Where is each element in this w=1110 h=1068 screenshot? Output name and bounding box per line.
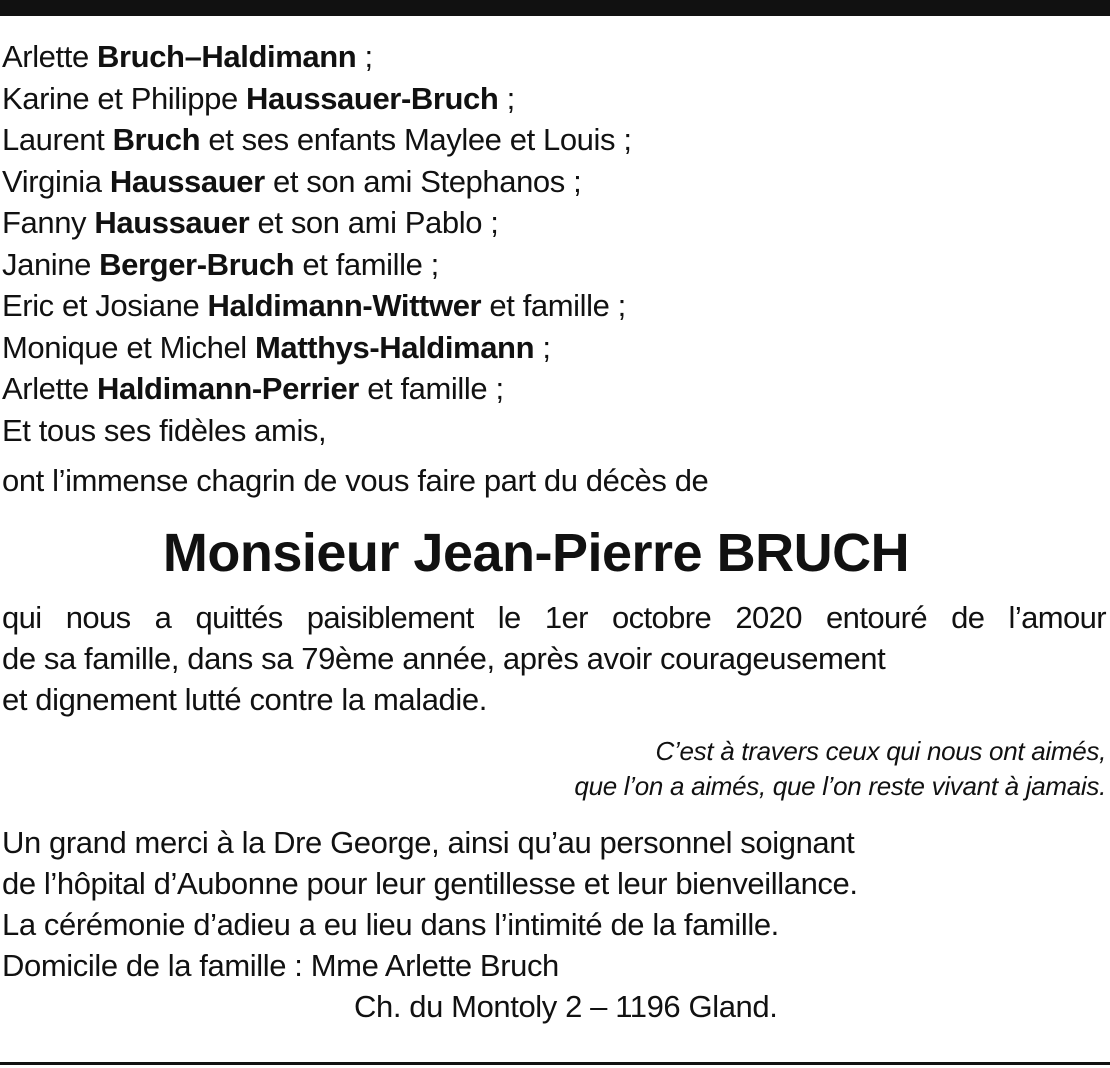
mourner-line — [2, 202, 1106, 244]
mourner-given-name: Laurent — [2, 122, 105, 157]
mourner-line — [2, 161, 1106, 203]
mourner-line — [2, 285, 1106, 327]
mourner-line — [2, 244, 1106, 286]
mourner-line — [2, 78, 1106, 120]
mourners-list — [2, 36, 1106, 451]
mourner-line — [2, 36, 1106, 78]
mourner-suffix: ; — [542, 329, 551, 365]
mourner-family-name: Berger-Bruch — [99, 246, 295, 282]
mourner-family-name: Matthys-Haldimann — [255, 329, 535, 365]
closing-remarks — [2, 822, 1106, 1027]
mourner-suffix: et son ami Stephanos ; — [273, 163, 582, 199]
mourner-suffix: et ses enfants Maylee et Louis ; — [208, 122, 632, 157]
details-line: de sa famille, dans sa 79ème année, après avoir courageusement — [2, 641, 886, 676]
mourner-family-name: Haldimann-Wittwer — [207, 288, 482, 323]
mourner-given-name: Arlette — [2, 371, 89, 406]
memorial-quote — [2, 734, 1106, 804]
mourner-family-name: Haussauer — [94, 205, 250, 240]
deceased-name: Monsieur Jean-Pierre BRUCH — [162, 523, 910, 583]
mourner-given-name: Arlette — [2, 39, 89, 74]
mourner-given-name: Eric et Josiane — [2, 288, 200, 323]
details-line: qui nous a quittés paisiblement le 1er octobre 2020 entouré de l’amour — [2, 600, 1106, 635]
bottom-border-rule — [0, 1062, 1110, 1065]
quote-line: que l’on a aimés, que l’on reste vivant à jamais. — [574, 771, 1106, 801]
mourner-family-name: Haldimann-Perrier — [97, 371, 359, 406]
mourner-line — [2, 368, 1106, 410]
mourner-suffix: et famille ; — [489, 288, 626, 323]
mourner-family-name: Bruch–Haldimann — [97, 39, 357, 74]
mourner-family-name: Haussauer-Bruch — [246, 80, 499, 116]
closing-line: de l’hôpital d’Aubonne pour leur gentillesse et leur bienveillance. — [2, 866, 858, 901]
mourner-suffix: et son ami Pablo ; — [257, 205, 499, 240]
mourner-suffix: ; — [364, 39, 373, 74]
mourner-given-name: Et tous ses fidèles amis, — [2, 412, 327, 448]
mourner-given-name: Karine et Philippe — [2, 80, 238, 116]
mourner-suffix: et famille ; — [367, 371, 504, 406]
mourner-given-name: Fanny — [2, 205, 87, 240]
quote-line: C’est à travers ceux qui nous ont aimés, — [655, 736, 1106, 766]
mourner-line — [2, 327, 1106, 369]
closing-line: Un grand merci à la Dre George, ainsi qu’au personnel soignant — [2, 825, 855, 860]
mourner-suffix: ; — [506, 80, 515, 116]
mourner-suffix: et famille ; — [302, 246, 439, 282]
family-residence: Domicile de la famille : Mme Arlette Bruch — [2, 948, 559, 983]
mourner-given-name: Janine — [2, 246, 91, 282]
closing-line: La cérémonie d’adieu a eu lieu dans l’intimité de la famille. — [2, 907, 779, 942]
mourner-line-friends — [2, 410, 1106, 452]
top-border-rule — [0, 0, 1110, 16]
mourner-family-name: Haussauer — [109, 163, 265, 199]
obituary-notice — [2, 36, 1106, 1027]
residence-address: Ch. du Montoly 2 – 1196 Gland. — [354, 989, 778, 1024]
announcement-intro: ont l’immense chagrin de vous faire part du décès de — [2, 463, 709, 498]
mourner-family-name: Bruch — [112, 122, 201, 157]
mourner-line — [2, 119, 1106, 161]
mourner-given-name: Virginia — [2, 163, 102, 199]
mourner-given-name: Monique et Michel — [2, 329, 247, 365]
details-line: et dignement lutté contre la maladie. — [2, 682, 487, 717]
passing-details — [2, 597, 1106, 720]
